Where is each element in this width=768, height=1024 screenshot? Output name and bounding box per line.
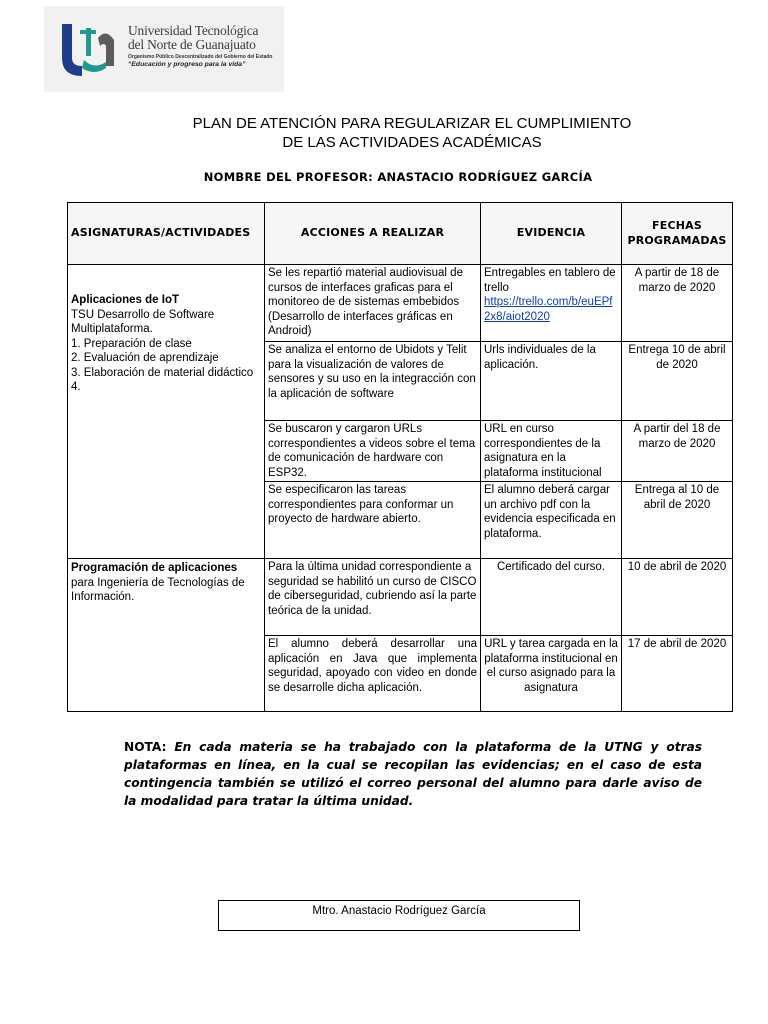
evidence-cell: El alumno deberá cargar un archivo pdf con la evidencia especificada en plataforma.	[481, 482, 622, 559]
header-actions: ACCIONES A REALIZAR	[265, 203, 481, 265]
date-cell: 10 de abril de 2020	[622, 559, 733, 636]
date-cell: Entrega al 10 de abril de 2020	[622, 482, 733, 559]
evidence-cell: URL en curso correspondientes de la asignatura en la plataforma institucional	[481, 421, 622, 482]
header-dates	[622, 203, 733, 265]
teacher-line	[0, 170, 768, 184]
subject-program: TSU Desarrollo de Software Multiplataforma.	[71, 308, 215, 335]
header-subjects: ASIGNATURAS/ACTIVIDADES	[68, 203, 265, 265]
logo-text-block	[128, 24, 288, 69]
date-cell: A partir del 18 de marzo de 2020	[622, 421, 733, 482]
trello-link[interactable]: https://trello.com/b/euEPf2x8/aiot2020	[484, 296, 613, 323]
activity-item: 3. Elaboración de material didáctico	[71, 366, 254, 379]
evidence-text: Entregables en tablero de trello	[484, 267, 616, 294]
subject-title: Programación de aplicaciones	[71, 562, 238, 574]
logo-motto: “Educación y progreso para la vida”	[128, 61, 246, 68]
note-label: NOTA:	[124, 740, 167, 754]
logo-subline: Organismo Público Descentralizado del Gobierno del Estado	[128, 54, 273, 60]
activity-item: 2. Evaluación de aprendizaje	[71, 352, 219, 364]
subject-cell-iot	[68, 265, 265, 559]
logo-name-line2: del Norte de Guanajuato	[128, 37, 256, 52]
logo-name-line1: Universidad Tecnológica	[128, 23, 259, 38]
evidence-cell: URL y tarea cargada en la plataforma institucional en el curso asignado para la asignatura	[481, 636, 622, 712]
action-cell: El alumno deberá desarrollar una aplicación en Java que implementa seguridad, apoyado con video en donde se desarrolle dicha aplicación.	[265, 636, 481, 712]
subject-program: para Ingeniería de Tecnologías de Información.	[71, 576, 245, 603]
document-title-line2: DE LAS ACTIVIDADES ACADÉMICAS	[282, 134, 542, 151]
signature-name: Mtro. Anastacio Rodríguez García	[312, 905, 486, 917]
subject-title: Aplicaciones de IoT	[71, 294, 179, 306]
date-cell: 17 de abril de 2020	[622, 636, 733, 712]
plan-table	[67, 202, 733, 712]
activity-item: 4.	[71, 381, 81, 393]
action-cell: Para la última unidad correspondiente a seguridad se habilitó un curso de CISCO de ciberseguridad, cubriendo así la parte teórica de la unidad.	[265, 559, 481, 636]
header-evidence: EVIDENCIA	[481, 203, 622, 265]
action-cell: Se analiza el entorno de Ubidots y Telit para la visualización de valores de sensores y su uso en la integracción con la aplicación de software	[265, 342, 481, 421]
activity-item: 1. Preparación de clase	[71, 337, 192, 350]
note-text: En cada materia se ha trabajado con la plataforma de la UTNG y otras plataformas en línea, en la cual se recopilan las evidencias; en el caso de esta contingencia también se utilizó el correo personal del alumno para darle aviso de la modalidad para tratar la última unidad.	[124, 740, 703, 808]
university-emblem-icon	[60, 18, 122, 78]
table-header-row	[68, 203, 733, 265]
action-cell: Se les repartió material audiovisual de cursos de interfaces graficas para el monitoreo de de sistemas embebidos (Desarrollo de interfaces gráficas en Android)	[265, 265, 481, 342]
note-paragraph	[124, 738, 702, 810]
table-row	[68, 265, 733, 342]
signature-box	[218, 900, 580, 931]
subject-cell-programming	[68, 559, 265, 712]
date-cell: A partir de 18 de marzo de 2020	[622, 265, 733, 342]
evidence-cell: Urls individuales de la aplicación.	[481, 342, 622, 421]
header-dates-line1: FECHAS	[652, 219, 702, 232]
university-logo	[44, 6, 284, 92]
evidence-cell	[481, 265, 622, 342]
action-cell: Se buscaron y cargaron URLs correspondientes a videos sobre el tema de comunicación de hardware con ESP32.	[265, 421, 481, 482]
teacher-label: NOMBRE DEL PROFESOR:	[203, 170, 374, 184]
document-title-line1: PLAN DE ATENCIÓN PARA REGULARIZAR EL CUMPLIMIENTO	[192, 115, 632, 132]
header-dates-line2: PROGRAMADAS	[627, 233, 727, 247]
date-cell: Entrega 10 de abril de 2020	[622, 342, 733, 421]
evidence-cell: Certificado del curso.	[481, 559, 622, 636]
table-row	[68, 559, 733, 636]
action-cell: Se especificaron las tareas correspondientes para conformar un proyecto de hardware abierto.	[265, 482, 481, 559]
teacher-name: ANASTACIO RODRÍGUEZ GARCÍA	[377, 170, 593, 184]
